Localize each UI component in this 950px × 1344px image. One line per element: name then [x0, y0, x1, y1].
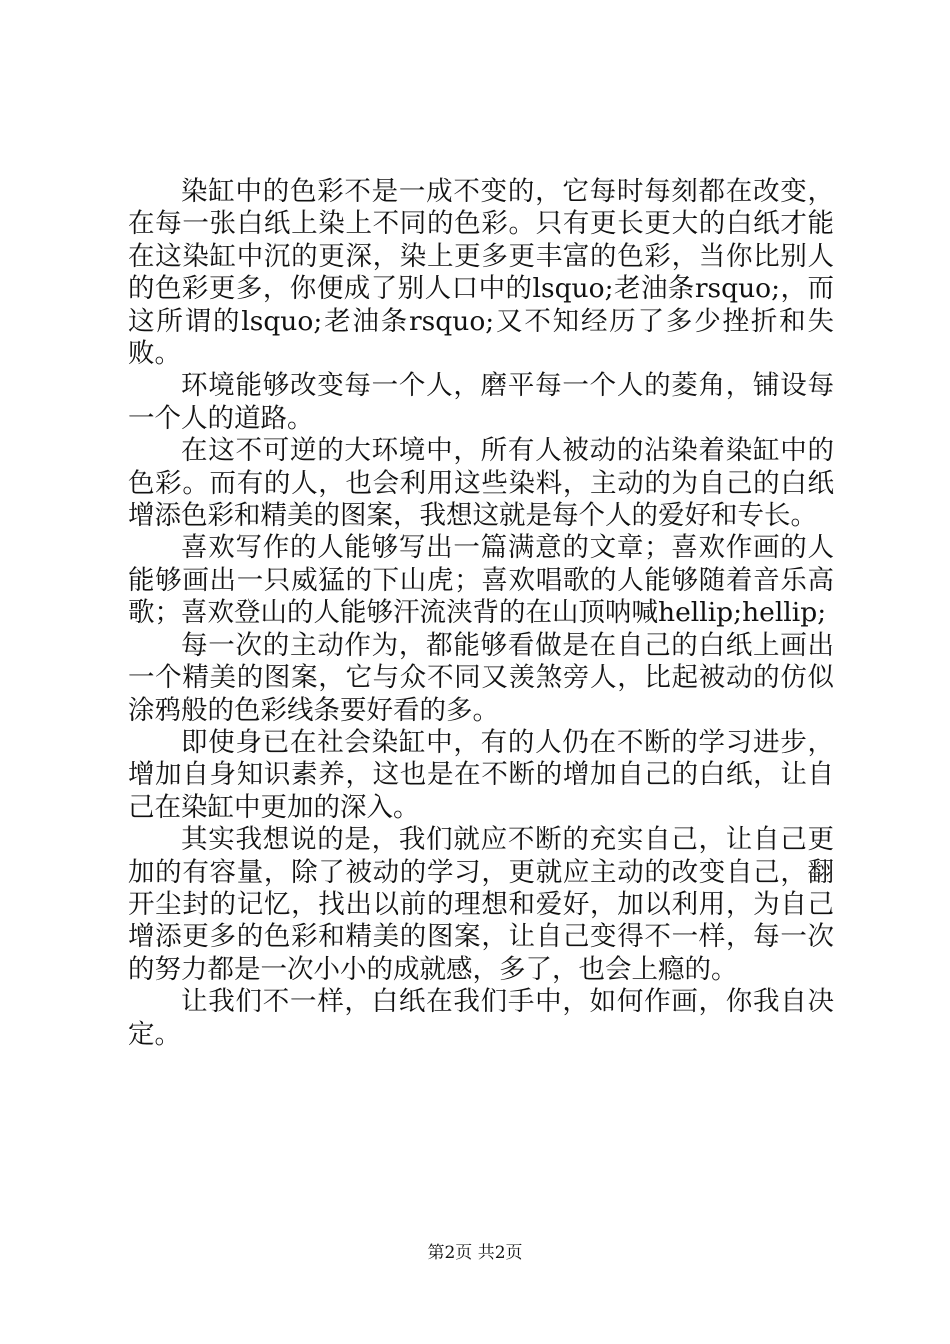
paragraph-2: 环境能够改变每一个人，磨平每一个人的菱角，铺设每一个人的道路。	[128, 370, 834, 434]
paragraph-4: 喜欢写作的人能够写出一篇满意的文章；喜欢作画的人能够画出一只威猛的下山虎；喜欢唱歌的人能够随着音乐高歌；喜欢登山的人能够汗流浃背的在山顶呐喊hellip;hellip;	[128, 532, 834, 629]
paragraph-8: 让我们不一样，白纸在我们手中，如何作画，你我自决定。	[128, 986, 834, 1050]
document-body	[128, 176, 834, 1051]
paragraph-3: 在这不可逆的大环境中，所有人被动的沾染着染缸中的色彩。而有的人，也会利用这些染料，主动的为自己的白纸增添色彩和精美的图案，我想这就是每个人的爱好和专长。	[128, 435, 834, 532]
page-number-footer: 第2页 共2页	[427, 1243, 523, 1263]
paragraph-1: 染缸中的色彩不是一成不变的，它每时每刻都在改变，在每一张白纸上染上不同的色彩。只有更长更大的白纸才能在这染缸中沉的更深，染上更多更丰富的色彩，当你比别人的色彩更多，你便成了别人口中的lsquo;老油条rsquo;，而这所谓的lsquo;老油条rsquo;又不知经历了多少挫折和失败。	[128, 176, 834, 370]
paragraph-7: 其实我想说的是，我们就应不断的充实自己，让自己更加的有容量，除了被动的学习，更就应主动的改变自己，翻开尘封的记忆，找出以前的理想和爱好，加以利用，为自己增添更多的色彩和精美的图案，让自己变得不一样，每一次的努力都是一次小小的成就感，多了，也会上瘾的。	[128, 824, 834, 985]
paragraph-6: 即使身已在社会染缸中，有的人仍在不断的学习进步，增加自身知识素养，这也是在不断的增加自己的白纸，让自己在染缸中更加的深入。	[128, 726, 834, 823]
paragraph-5: 每一次的主动作为，都能够看做是在自己的白纸上画出一个精美的图案，它与众不同又羡煞旁人，比起被动的仿似涂鸦般的色彩线条要好看的多。	[128, 629, 834, 726]
